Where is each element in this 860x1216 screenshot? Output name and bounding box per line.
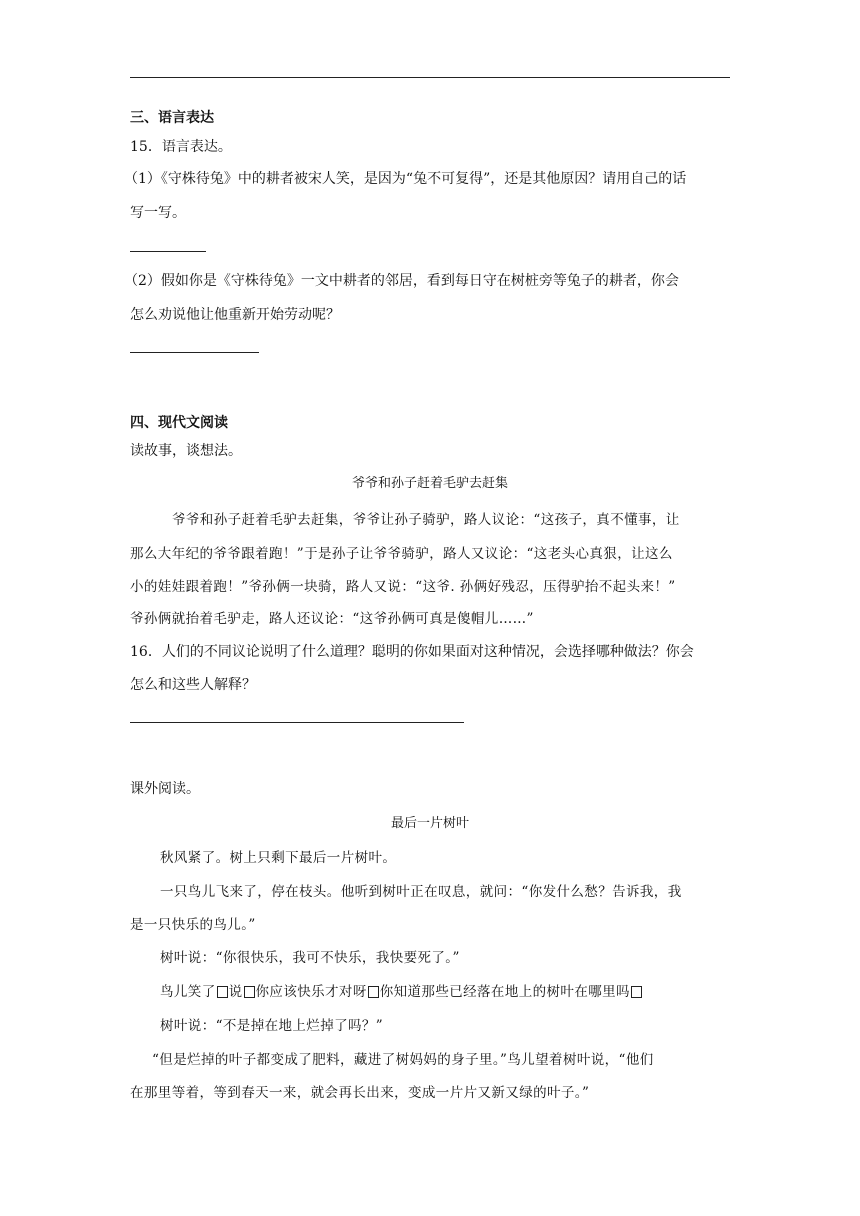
paragraph-6-line1: “但是烂掉的叶子都变成了肥料，藏进了树妈妈的身子里。”鸟儿望着树叶说，“他们 [152,1052,654,1068]
question-16-line2: 怎么和这些人解释？ [130,677,256,693]
paragraph-1: 秋风紧了。树上只剩下最后一片树叶。 [160,850,397,866]
paragraph-4-segment: 鸟儿笑了 [160,984,216,1000]
question-15-part2-line2: 怎么劝说他让他重新开始劳动呢？ [130,307,340,323]
paragraph-4-segment: 你应该快乐才对呀 [255,984,367,1000]
story-line: 爷孙俩就抬着毛驴走，路人还议论：“这爷孙俩可真是傻帽儿……” [130,611,534,627]
paragraph-5: 树叶说：“不是掉在地上烂掉了吗？” [160,1018,384,1034]
question-15-title: 15．语言表达。 [130,139,232,155]
punctuation-blank-box[interactable] [631,986,642,998]
answer-line-15-1[interactable] [130,251,206,252]
section-heading-language-expression: 三、语言表达 [130,110,214,126]
paragraph-2-line1: 一只鸟儿飞来了，停在枝头。他听到树叶正在叹息，就问：“你发什么愁？告诉我，我 [160,884,682,900]
reading-instruction: 读故事，谈想法。 [130,443,242,459]
punctuation-blank-box[interactable] [217,986,228,998]
paragraph-4-segment: 你知道那些已经落在地上的树叶在哪里吗 [379,984,630,1000]
paragraph-2-line2: 是一只快乐的鸟儿。” [130,917,256,933]
answer-line-15-2[interactable] [130,352,259,353]
question-15-part1-line2: 写一写。 [130,205,186,221]
header-rule [130,77,730,78]
question-16-line1: 16．人们的不同议论说明了什么道理？聪明的你如果面对这种情况，会选择哪种做法？你会 [130,644,694,660]
section-heading-modern-reading: 四、现代文阅读 [130,415,228,431]
question-15-part1-line1: （1）《守株待兔》中的耕者被宋人笑，是因为“兔不可复得”，还是其他原因？请用自己的话 [124,171,687,187]
extra-reading-title: 最后一片树叶 [390,816,469,831]
answer-line-16[interactable] [130,722,464,723]
paragraph-4 [160,980,643,1000]
story-line: 那么大年纪的爷爷跟着跑！”于是孙子让爷爷骑驴，路人又议论：“这老头心真狠，让这么 [130,546,673,562]
extra-reading-instruction: 课外阅读。 [130,781,200,797]
story-line: 小的娃娃跟着跑！”爷孙俩一块骑，路人又说：“这爷. 孙俩好残忍，压得驴抬不起头来！” [130,579,676,595]
punctuation-blank-box[interactable] [368,986,379,998]
question-15-part2-line1: （2）假如你是《守株待兔》一文中耕者的邻居，看到每日守在树桩旁等兔子的耕者，你会 [124,273,679,289]
story-line: 爷爷和孙子赶着毛驴去赶集，爷爷让孙子骑驴，路人议论：“这孩子，真不懂事，让 [172,512,680,528]
paragraph-6-line2: 在那里等着，等到春天一来，就会再长出来，变成一片片又新又绿的叶子。” [130,1085,590,1101]
paragraph-3: 树叶说：“你很快乐，我可不快乐，我快要死了。” [160,950,460,966]
paragraph-4-segment: 说 [228,984,243,1000]
punctuation-blank-box[interactable] [244,986,255,998]
story-title: 爷爷和孙子赶着毛驴去赶集 [351,476,508,491]
